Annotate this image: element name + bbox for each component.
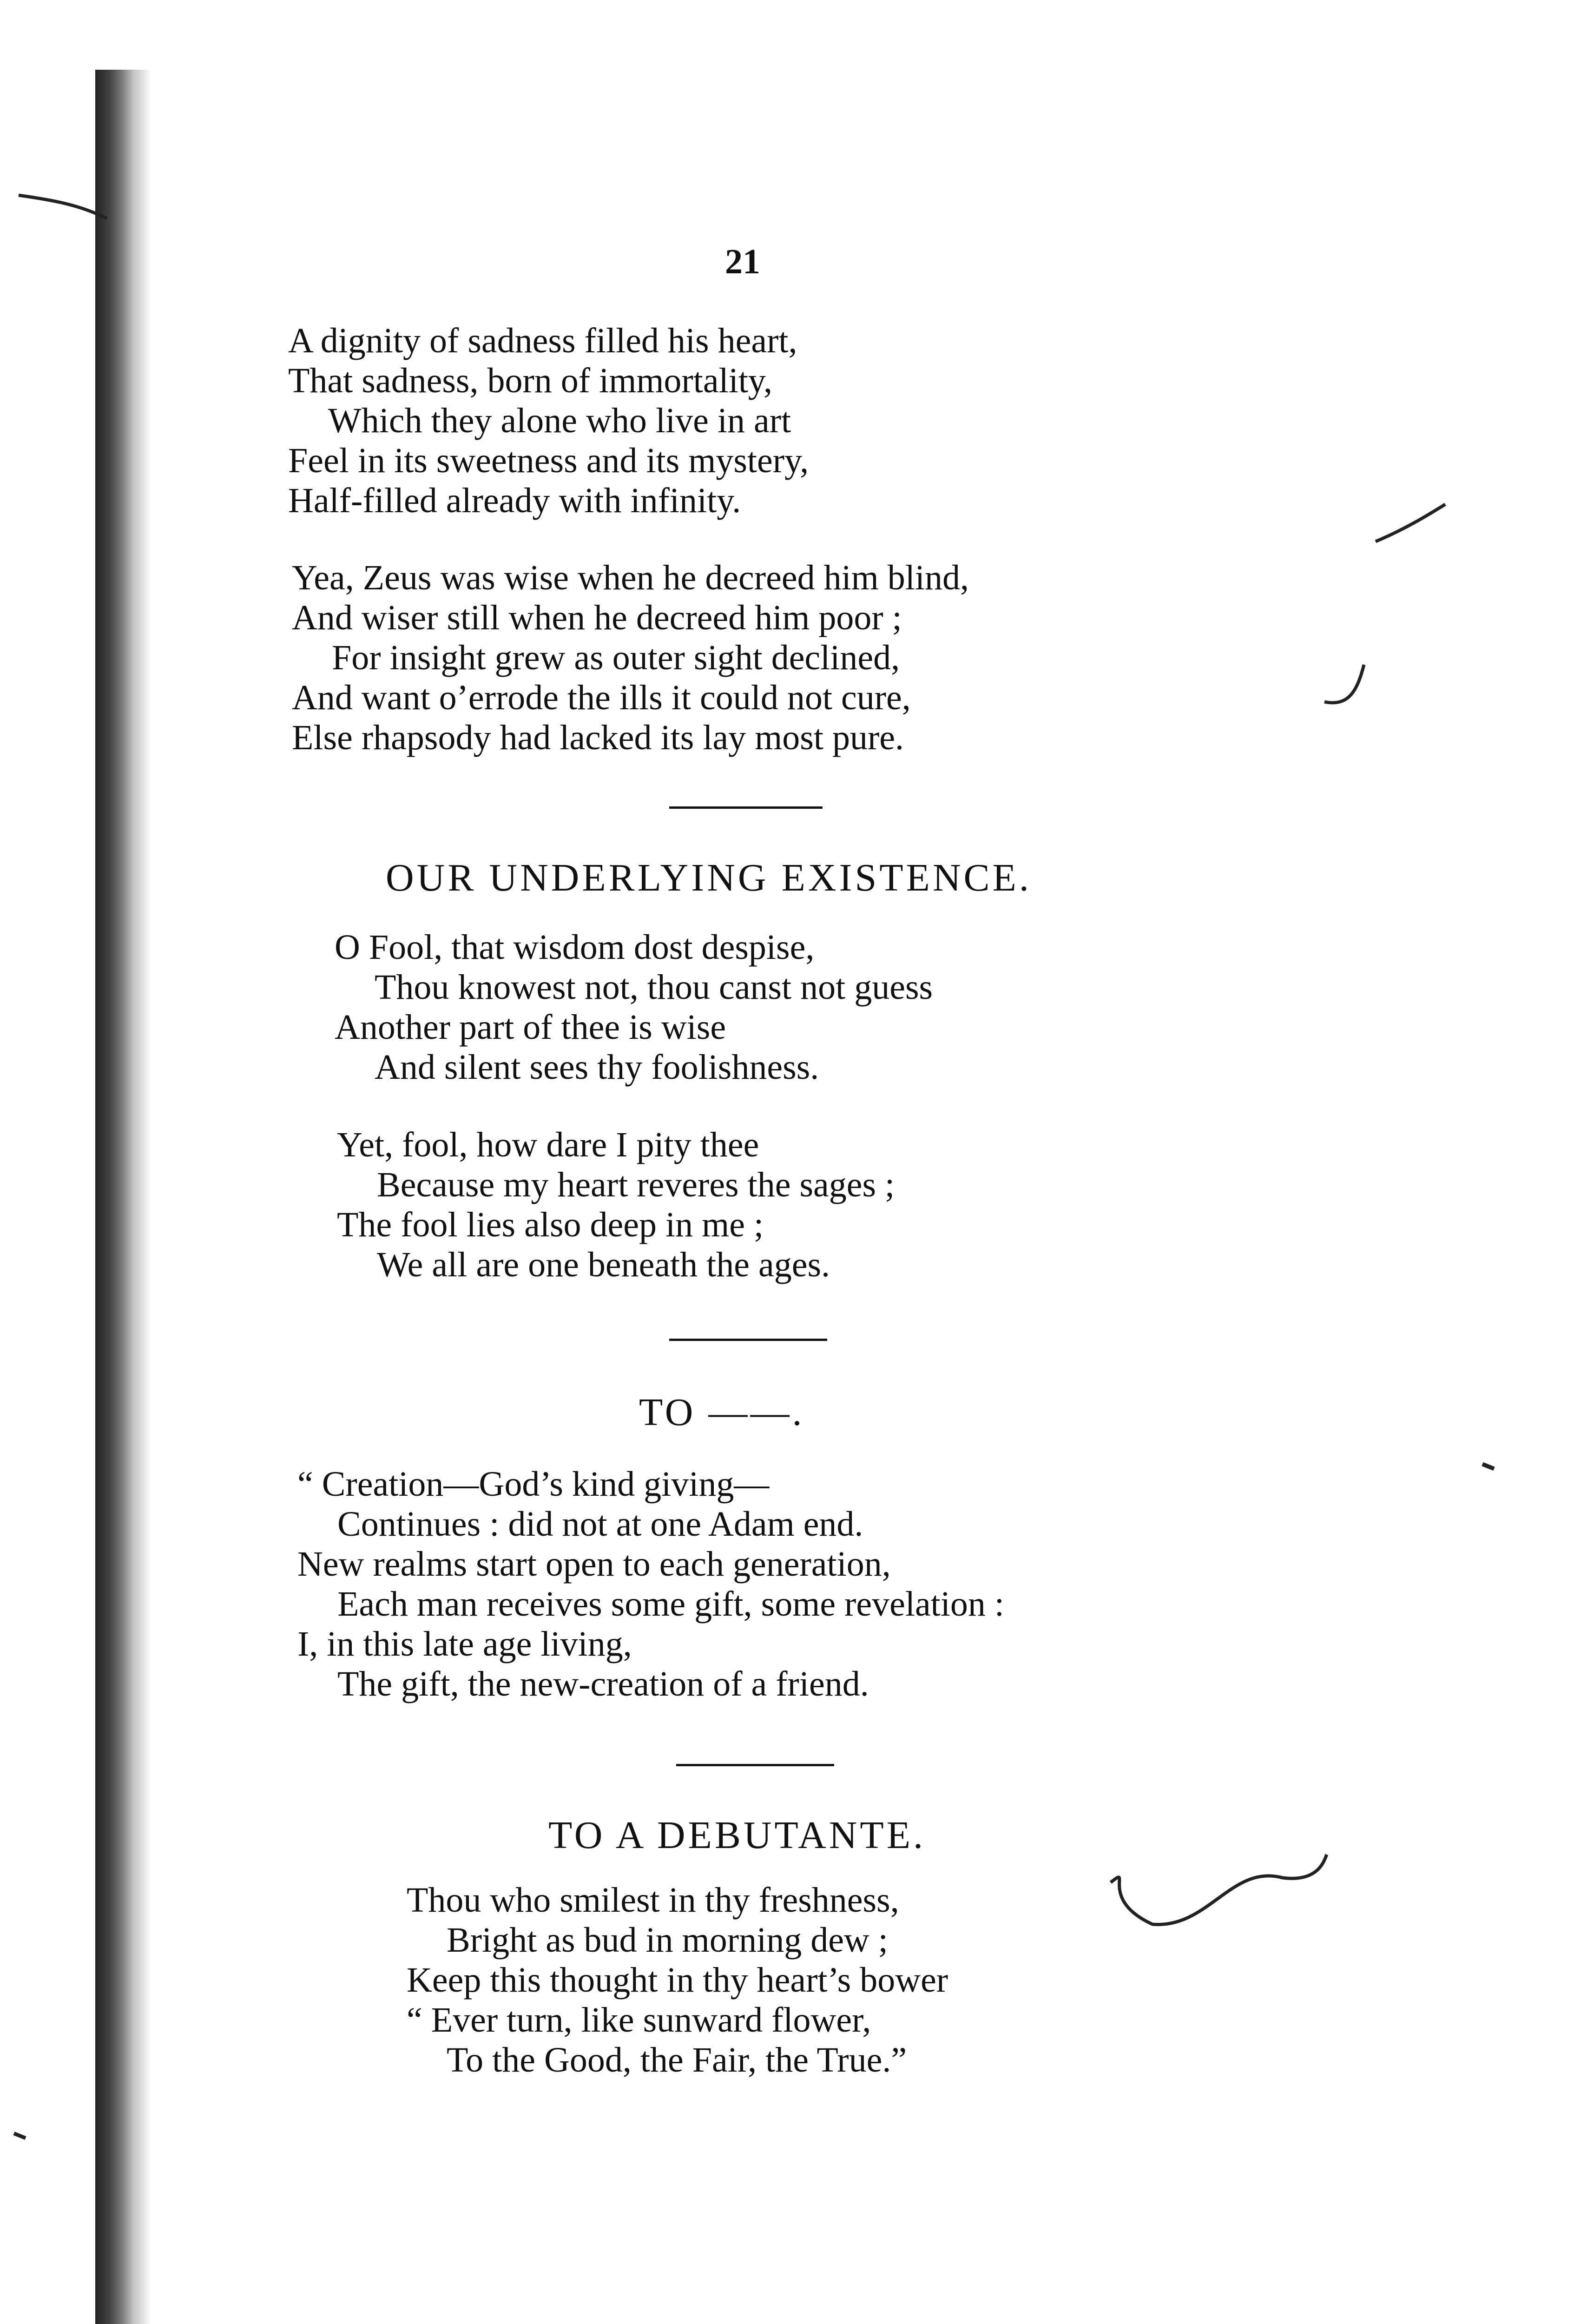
verse-line: A dignity of sadness filled his heart,	[288, 321, 797, 360]
verse-line: Keep this thought in thy heart’s bower	[407, 1961, 948, 2000]
verse-line: Continues : did not at one Adam end.	[337, 1505, 863, 1544]
verse-line: Another part of thee is wise	[335, 1008, 726, 1047]
verse-line: Because my heart reveres the sages ;	[377, 1165, 895, 1204]
verse-line: “ Ever turn, like sunward flower,	[407, 2000, 871, 2040]
verse-line: And silent sees thy foolishness.	[375, 1048, 819, 1087]
poem-title: TO ——.	[639, 1391, 805, 1434]
verse-line: Else rhapsody had lacked its lay most pure.	[292, 718, 904, 757]
verse-line: O Fool, that wisdom dost despise,	[335, 928, 815, 967]
verse-line: We all are one beneath the ages.	[377, 1245, 830, 1284]
verse-line: Each man receives some gift, some revelation :	[337, 1585, 1005, 1624]
verse-line: Which they alone who live in art	[328, 401, 791, 440]
verse-line: For insight grew as outer sight declined,	[332, 638, 900, 677]
verse-line: And wiser still when he decreed him poor ;	[292, 598, 902, 637]
verse-line: Thou knowest not, thou canst not guess	[375, 968, 933, 1007]
verse-line: And want o’errode the ills it could not cure,	[292, 678, 911, 717]
verse-line: Thou who smilest in thy freshness,	[407, 1881, 899, 1920]
poem-title: TO A DEBUTANTE.	[548, 1814, 926, 1857]
verse-line: The fool lies also deep in me ;	[337, 1205, 764, 1244]
verse-line: Bright as bud in morning dew ;	[447, 1921, 888, 1960]
page-number: 21	[725, 242, 760, 281]
verse-line: That sadness, born of immortality,	[288, 361, 772, 400]
verse-line: Yea, Zeus was wise when he decreed him blind,	[292, 558, 969, 597]
verse-line: The gift, the new-creation of a friend.	[337, 1664, 869, 1703]
verse-line: Yet, fool, how dare I pity thee	[337, 1125, 759, 1164]
verse-line: “ Creation—God’s kind giving—	[297, 1465, 770, 1504]
verse-line: Feel in its sweetness and its mystery,	[288, 441, 809, 480]
verse-line: To the Good, the Fair, the True.”	[447, 2040, 907, 2080]
verse-line: Half-filled already with infinity.	[288, 481, 741, 520]
verse-line: New realms start open to each generation,	[297, 1545, 891, 1584]
verse-line: I, in this late age living,	[297, 1624, 632, 1664]
poem-title: OUR UNDERLYING EXISTENCE.	[386, 856, 1032, 899]
